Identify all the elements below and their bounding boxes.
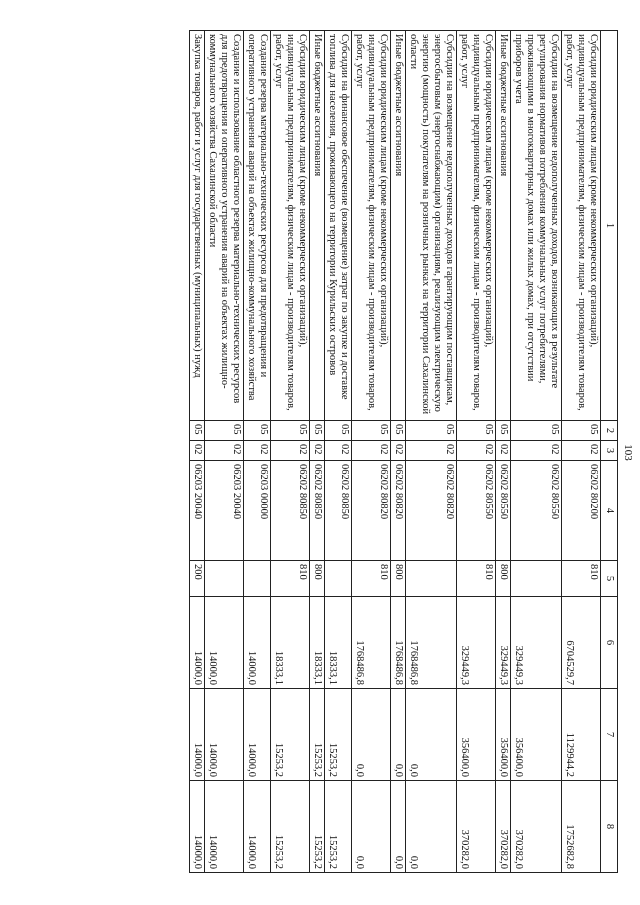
header-cell: 4 <box>601 461 618 561</box>
target-article-cell: 06203 00000 <box>244 461 271 561</box>
amount-col6-cell: 1768486,8 <box>391 597 406 689</box>
amount-col7-cell: 15253,2 <box>325 689 352 781</box>
table-row <box>457 31 496 873</box>
amount-col8-cell: 0,0 <box>391 781 406 873</box>
target-article-cell: 06202 80550 <box>511 461 562 561</box>
subsection-code-cell: 02 <box>562 441 601 461</box>
target-article-cell: 06202 80850 <box>325 461 352 561</box>
table-row <box>511 31 562 873</box>
amount-col7-cell: 15253,2 <box>271 689 310 781</box>
subsection-code-cell: 02 <box>190 441 205 461</box>
subsection-code-cell: 02 <box>391 441 406 461</box>
description-cell: Создание резерва материально-технических ресурсов для предотвращения и оперативного устранения аварий на объектах жилищно-коммунального хозяйства <box>244 31 271 421</box>
target-article-cell: 06202 80820 <box>391 461 406 561</box>
subsection-code-cell: 02 <box>310 441 325 461</box>
amount-col8-cell: 0,0 <box>352 781 391 873</box>
amount-col7-cell: 0,0 <box>352 689 391 781</box>
amount-col7-cell: 14000,0 <box>190 689 205 781</box>
amount-col8-cell: 15253,2 <box>325 781 352 873</box>
section-code-cell: 05 <box>406 421 457 441</box>
table-row <box>325 31 352 873</box>
section-code-cell: 05 <box>190 421 205 441</box>
target-article-cell: 06202 80550 <box>457 461 496 561</box>
subsection-code-cell: 02 <box>457 441 496 461</box>
target-article-cell: 06202 80200 <box>562 461 601 561</box>
budget-table <box>189 30 618 873</box>
target-article-cell: 06202 80550 <box>496 461 511 561</box>
amount-col8-cell: 0,0 <box>406 781 457 873</box>
subsection-code-cell: 02 <box>244 441 271 461</box>
target-article-cell: 06202 80850 <box>310 461 325 561</box>
section-code-cell: 05 <box>391 421 406 441</box>
description-cell: Иные бюджетные ассигнования <box>496 31 511 421</box>
expense-type-cell: 810 <box>352 561 391 597</box>
section-code-cell: 05 <box>310 421 325 441</box>
amount-col6-cell: 18333,1 <box>310 597 325 689</box>
expense-type-cell: 800 <box>391 561 406 597</box>
description-cell: Субсидии юридическим лицам (кроме некоммерческих организаций), индивидуальным предпринимателям, физическим лицам - производителям товаров, работ, услуг <box>352 31 391 421</box>
description-cell: Субсидии на возмещение недополученных доходов гарантирующим поставщикам, энергосбытовым (энергоснабжающим) организациям, реализующим электрическую энергию (мощность) покупателям на розничных рынках на территории Сахалинской области <box>406 31 457 421</box>
subsection-code-cell: 02 <box>511 441 562 461</box>
table-row <box>352 31 391 873</box>
subsection-code-cell: 02 <box>325 441 352 461</box>
table-row <box>310 31 325 873</box>
amount-col8-cell: 370282,0 <box>496 781 511 873</box>
description-cell: Субсидии на возмещение недополученных доходов, возникающих в результате регулирования нормативов потребления коммунальных услуг потребителями, проживающими в многоквартирных домах или жилых домах, при отсутствии приборов учета <box>511 31 562 421</box>
target-article-cell: 06203 20040 <box>205 461 244 561</box>
subsection-code-cell: 02 <box>205 441 244 461</box>
amount-col8-cell: 1752682,8 <box>562 781 601 873</box>
section-code-cell: 05 <box>325 421 352 441</box>
amount-col8-cell: 370282,0 <box>511 781 562 873</box>
amount-col6-cell: 18333,1 <box>271 597 310 689</box>
expense-type-cell: 810 <box>457 561 496 597</box>
amount-col6-cell: 14000,0 <box>190 597 205 689</box>
subsection-code-cell: 02 <box>406 441 457 461</box>
header-cell: 8 <box>601 781 618 873</box>
expense-type-cell: 200 <box>190 561 205 597</box>
header-cell: 1 <box>601 31 618 421</box>
amount-col6-cell: 14000,0 <box>244 597 271 689</box>
section-code-cell: 05 <box>271 421 310 441</box>
section-code-cell: 05 <box>352 421 391 441</box>
section-code-cell: 05 <box>457 421 496 441</box>
amount-col6-cell: 14000,0 <box>205 597 244 689</box>
expense-type-cell <box>205 561 244 597</box>
table-row <box>271 31 310 873</box>
amount-col6-cell: 329449,3 <box>457 597 496 689</box>
amount-col7-cell: 1129944,2 <box>562 689 601 781</box>
amount-col7-cell: 356400,0 <box>457 689 496 781</box>
amount-col8-cell: 15253,2 <box>310 781 325 873</box>
expense-type-cell <box>244 561 271 597</box>
section-code-cell: 05 <box>562 421 601 441</box>
section-code-cell: 05 <box>205 421 244 441</box>
table-row <box>562 31 601 873</box>
table-row <box>205 31 244 873</box>
amount-col7-cell: 0,0 <box>406 689 457 781</box>
amount-col8-cell: 370282,0 <box>457 781 496 873</box>
amount-col7-cell: 15253,2 <box>310 689 325 781</box>
table-row <box>391 31 406 873</box>
description-cell: Создание и использование областного резерва материально-технических ресурсов для предотвращения и оперативного устранения аварий на объектах жилищно-коммунального хозяйства Сахалинской области <box>205 31 244 421</box>
amount-col8-cell: 15253,2 <box>271 781 310 873</box>
amount-col7-cell: 14000,0 <box>244 689 271 781</box>
header-cell: 3 <box>601 441 618 461</box>
section-code-cell: 05 <box>496 421 511 441</box>
table-row <box>406 31 457 873</box>
description-cell: Субсидии юридическим лицам (кроме некоммерческих организаций), индивидуальным предпринимателям, физическим лицам - производителям товаров, работ, услуг <box>562 31 601 421</box>
target-article-cell: 06203 20040 <box>190 461 205 561</box>
expense-type-cell <box>406 561 457 597</box>
header-cell: 2 <box>601 421 618 441</box>
description-cell: Субсидии юридическим лицам (кроме некоммерческих организаций), индивидуальным предпринимателям, физическим лицам - производителям товаров, работ, услуг <box>271 31 310 421</box>
description-cell: Субсидии на финансовое обеспечение (возмещение) затрат по закупке и доставке топлива для населения, проживающего на территории Курильских островов <box>325 31 352 421</box>
amount-col6-cell: 1768486,8 <box>352 597 391 689</box>
amount-col7-cell: 14000,0 <box>205 689 244 781</box>
amount-col7-cell: 356400,0 <box>511 689 562 781</box>
target-article-cell: 06202 80850 <box>271 461 310 561</box>
expense-type-cell: 800 <box>496 561 511 597</box>
section-code-cell: 05 <box>511 421 562 441</box>
expense-type-cell: 810 <box>271 561 310 597</box>
table-row <box>496 31 511 873</box>
amount-col8-cell: 14000,0 <box>205 781 244 873</box>
amount-col6-cell: 6704529,7 <box>562 597 601 689</box>
amount-col8-cell: 14000,0 <box>244 781 271 873</box>
expense-type-cell: 810 <box>562 561 601 597</box>
expense-type-cell <box>325 561 352 597</box>
header-row <box>601 31 618 873</box>
section-code-cell: 05 <box>244 421 271 441</box>
subsection-code-cell: 02 <box>271 441 310 461</box>
amount-col6-cell: 18333,1 <box>325 597 352 689</box>
amount-col8-cell: 14000,0 <box>190 781 205 873</box>
amount-col7-cell: 356400,0 <box>496 689 511 781</box>
target-article-cell: 06202 80820 <box>406 461 457 561</box>
description-cell: Закупка товаров, работ и услуг для государственных (муниципальных) нужд <box>190 31 205 421</box>
description-cell: Субсидии юридическим лицам (кроме некоммерческих организаций), индивидуальным предпринимателям, физическим лицам - производителям товаров, работ, услуг <box>457 31 496 421</box>
expense-type-cell <box>511 561 562 597</box>
table-row <box>190 31 205 873</box>
target-article-cell: 06202 80820 <box>352 461 391 561</box>
page-number: 103 <box>622 444 634 461</box>
table-row <box>244 31 271 873</box>
header-cell: 7 <box>601 689 618 781</box>
amount-col6-cell: 329449,3 <box>511 597 562 689</box>
description-cell: Иные бюджетные ассигнования <box>310 31 325 421</box>
subsection-code-cell: 02 <box>352 441 391 461</box>
amount-col6-cell: 329449,3 <box>496 597 511 689</box>
amount-col6-cell: 1768486,8 <box>406 597 457 689</box>
header-cell: 5 <box>601 561 618 597</box>
amount-col7-cell: 0,0 <box>391 689 406 781</box>
expense-type-cell: 800 <box>310 561 325 597</box>
header-cell: 6 <box>601 597 618 689</box>
description-cell: Иные бюджетные ассигнования <box>391 31 406 421</box>
subsection-code-cell: 02 <box>496 441 511 461</box>
